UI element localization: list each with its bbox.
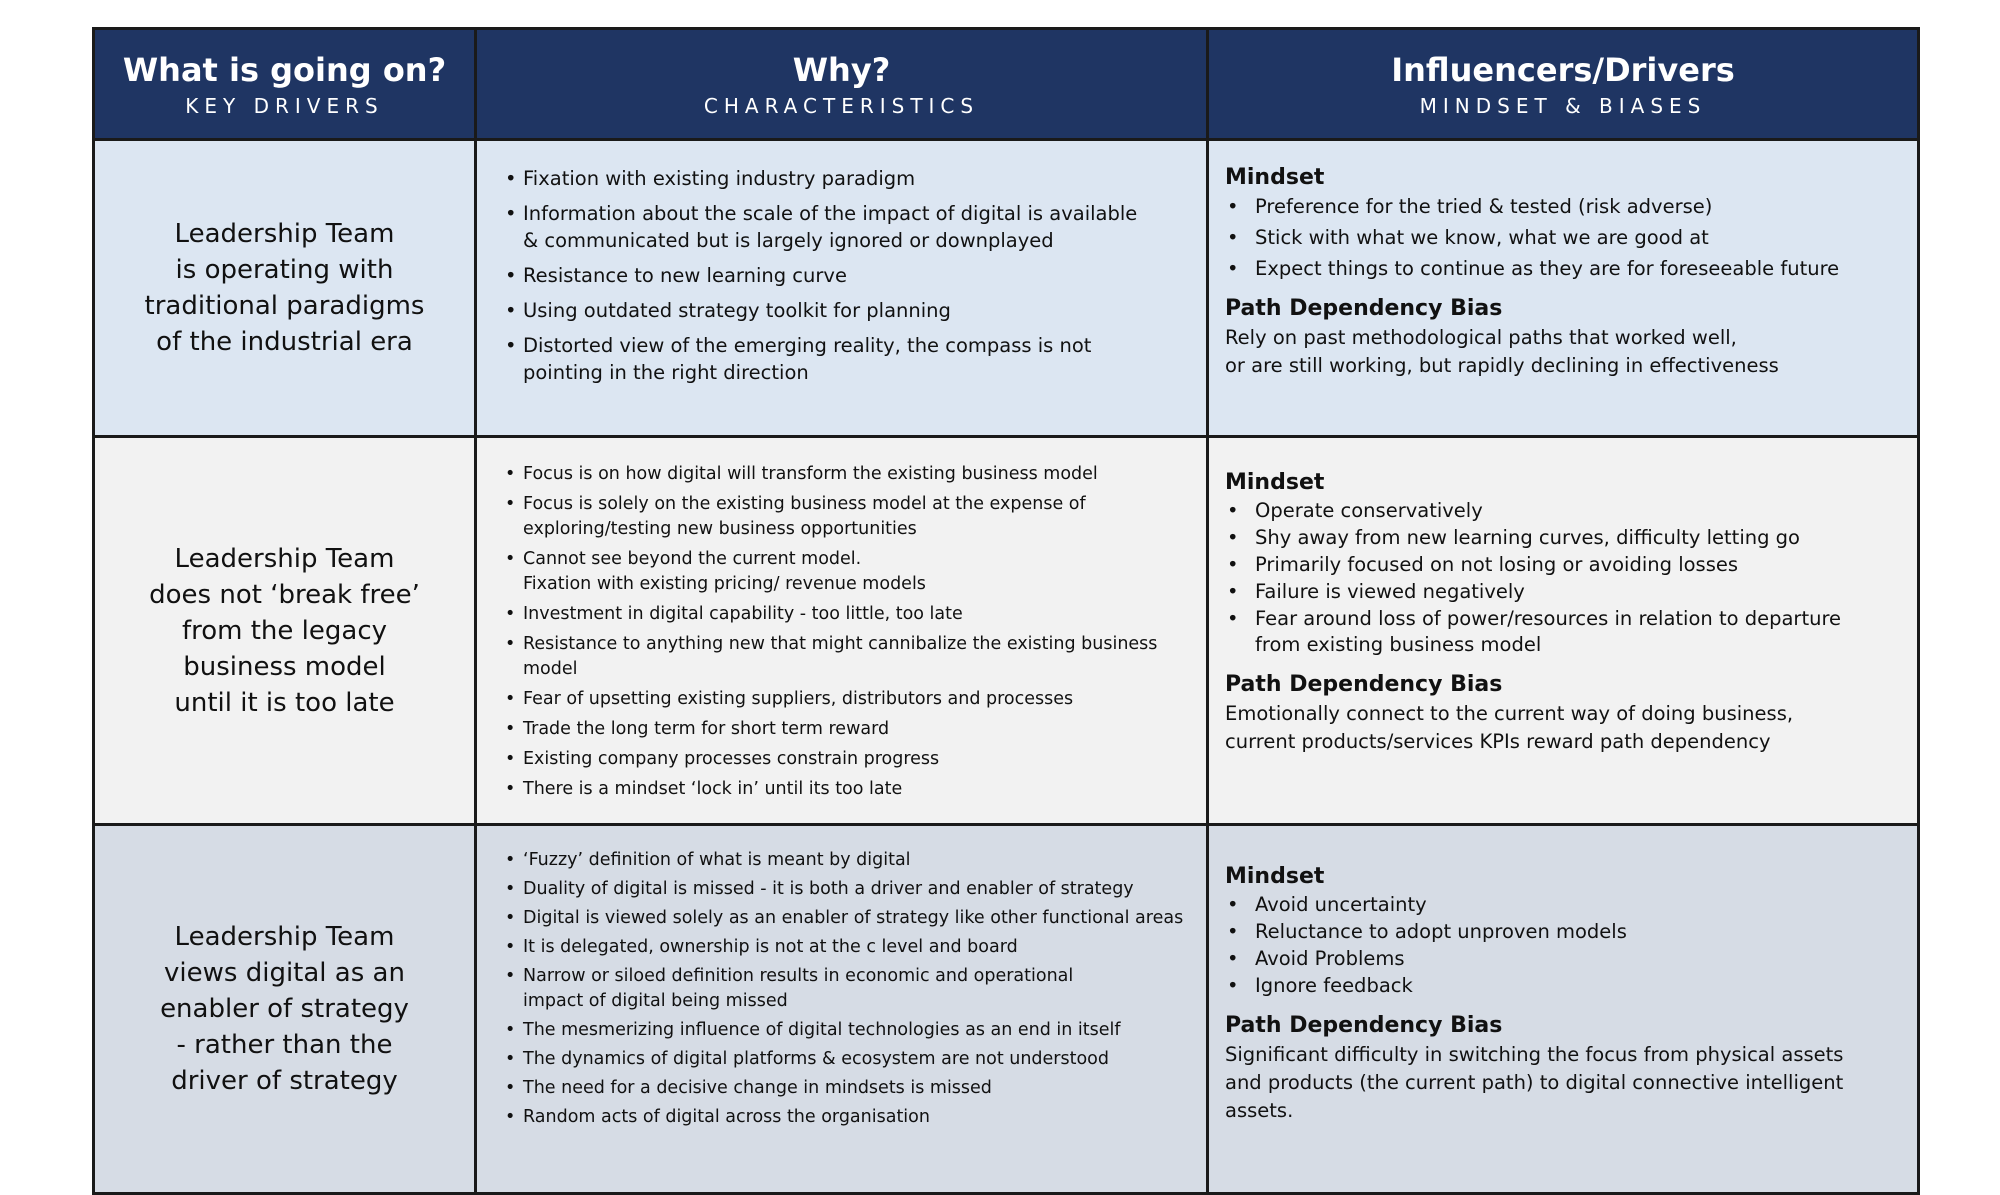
mindset-line: • Expect things to continue as they are for foreseeable future xyxy=(1255,257,1840,280)
characteristic-line: • ‘Fuzzy’ definition of what is meant by digital xyxy=(523,850,911,870)
mindset-line: • Ignore feedback xyxy=(1255,974,1413,997)
characteristic-line: Fixation with existing pricing/ revenue models xyxy=(523,574,926,594)
mindset-item xyxy=(1225,255,1901,282)
key-driver-cell xyxy=(94,825,476,1194)
mindset-list xyxy=(1225,193,1901,282)
characteristic-line: • The dynamics of digital platforms & ecosystem are not understood xyxy=(523,1049,1109,1069)
header-subtitle: MINDSET & BIASES xyxy=(1419,94,1707,118)
characteristic-item xyxy=(505,200,1192,254)
mindset-item xyxy=(1225,525,1901,551)
bias-line: Rely on past methodological paths that worked well, xyxy=(1225,326,1737,349)
characteristics-cell xyxy=(476,825,1208,1194)
characteristic-line: impact of digital being missed xyxy=(523,991,788,1011)
table-row xyxy=(94,437,1919,825)
mindset-list xyxy=(1225,498,1901,658)
characteristic-item xyxy=(505,297,1192,324)
mindset-line: • Failure is viewed negatively xyxy=(1255,580,1525,603)
mindset-line: • Avoid uncertainty xyxy=(1255,893,1427,916)
key-driver-line: is operating with xyxy=(175,255,394,285)
mindset-list xyxy=(1225,892,1901,999)
characteristics-cell xyxy=(476,437,1208,825)
characteristic-item xyxy=(505,492,1192,542)
mindset-item xyxy=(1225,606,1901,658)
header-row xyxy=(94,29,1919,140)
characteristic-item xyxy=(505,747,1192,772)
characteristic-line: • Distorted view of the emerging reality, the compass is not xyxy=(523,334,1092,357)
key-driver-line: Leadership Team xyxy=(174,543,395,574)
header-title: Influencers/Drivers xyxy=(1391,51,1735,89)
characteristic-line: • Focus is solely on the existing business model at the expense of xyxy=(523,494,1086,514)
characteristic-item xyxy=(505,547,1192,597)
bias-line: Emotionally connect to the current way of doing business, xyxy=(1225,702,1794,725)
header-col-mindset-biases xyxy=(1208,29,1919,140)
mindset-item xyxy=(1225,193,1901,220)
key-driver-line: of the industrial era xyxy=(156,327,413,357)
characteristic-line: & communicated but is largely ignored or downplayed xyxy=(523,229,1054,252)
mindset-line: • Reluctance to adopt unproven models xyxy=(1255,920,1627,943)
characteristic-item xyxy=(505,964,1192,1014)
mindset-line: • Primarily focused on not losing or avoiding losses xyxy=(1255,553,1739,576)
key-driver-line: traditional paradigms xyxy=(144,291,425,321)
bias-heading: Path Dependency Bias xyxy=(1225,1013,1503,1038)
key-driver-cell xyxy=(94,140,476,437)
characteristic-item xyxy=(505,1047,1192,1072)
key-driver-line: Leadership Team xyxy=(174,219,395,249)
key-driver-line: does not ‘break free’ xyxy=(149,579,420,610)
characteristic-item xyxy=(505,906,1192,931)
bias-heading: Path Dependency Bias xyxy=(1225,296,1503,321)
characteristic-item xyxy=(505,462,1192,487)
mindset-heading: Mindset xyxy=(1225,864,1325,889)
bias-line: and products (the current path) to digital connective intelligent assets. xyxy=(1225,1071,1844,1122)
mindset-item xyxy=(1225,552,1901,578)
mindset-bias-cell xyxy=(1208,437,1919,825)
header-title: Why? xyxy=(792,51,891,89)
key-driver-line: until it is too late xyxy=(174,687,395,718)
characteristic-item xyxy=(505,935,1192,960)
characteristic-item xyxy=(505,332,1192,386)
characteristic-item xyxy=(505,777,1192,802)
characteristic-item xyxy=(505,1076,1192,1101)
bias-text xyxy=(1225,700,1901,756)
mindset-item xyxy=(1225,498,1901,524)
bias-line: current products/services KPIs reward path dependency xyxy=(1225,730,1771,753)
mindset-bias-cell xyxy=(1208,825,1919,1194)
characteristics-list xyxy=(477,141,1206,386)
mindset-item xyxy=(1225,973,1901,999)
key-driver-line: driver of strategy xyxy=(171,1066,398,1096)
mindset-item xyxy=(1225,919,1901,945)
mindset-item xyxy=(1225,224,1901,251)
characteristic-line: pointing in the right direction xyxy=(523,361,809,384)
characteristic-line: • Resistance to anything new that might cannibalize the existing business model xyxy=(523,634,1158,679)
characteristic-line: • Resistance to new learning curve xyxy=(523,264,847,287)
characteristic-item xyxy=(505,687,1192,712)
characteristic-line: • Existing company processes constrain progress xyxy=(523,749,940,769)
characteristic-line: exploring/testing new business opportunities xyxy=(523,519,917,539)
bias-line: Significant difficulty in switching the focus from physical assets xyxy=(1225,1043,1844,1066)
mindset-item xyxy=(1225,946,1901,972)
mindset-line: • Preference for the tried & tested (risk adverse) xyxy=(1255,195,1713,218)
table-row xyxy=(94,140,1919,437)
header-col-key-drivers xyxy=(94,29,476,140)
characteristic-line: • Cannot see beyond the current model. xyxy=(523,549,862,569)
mindset-line: • Shy away from new learning curves, difficulty letting go xyxy=(1255,526,1800,549)
key-driver-line: views digital as an xyxy=(164,958,405,988)
characteristic-item xyxy=(505,262,1192,289)
characteristic-item xyxy=(505,1018,1192,1043)
bias-text xyxy=(1225,1041,1901,1125)
characteristic-line: • Trade the long term for short term reward xyxy=(523,719,890,739)
mindset-line: • Stick with what we know, what we are good at xyxy=(1255,226,1709,249)
characteristic-line: • The need for a decisive change in mindsets is missed xyxy=(523,1078,992,1098)
mindset-item xyxy=(1225,579,1901,605)
characteristic-line: • Using outdated strategy toolkit for planning xyxy=(523,299,951,322)
characteristic-item xyxy=(505,717,1192,742)
mindset-bias-cell xyxy=(1208,140,1919,437)
characteristic-item xyxy=(505,848,1192,873)
mindset-line: • Fear around loss of power/resources in relation to departure xyxy=(1255,607,1842,630)
characteristic-item xyxy=(505,877,1192,902)
bias-text xyxy=(1225,324,1901,380)
characteristic-line: • Information about the scale of the impact of digital is available xyxy=(523,202,1138,225)
characteristic-line: • Duality of digital is missed - it is both a driver and enabler of strategy xyxy=(523,879,1134,899)
key-driver-cell xyxy=(94,437,476,825)
mindset-line: • Avoid Problems xyxy=(1255,947,1405,970)
mindset-heading: Mindset xyxy=(1225,165,1325,190)
characteristic-line: • Digital is viewed solely as an enabler of strategy like other functional areas xyxy=(523,908,1184,928)
key-driver-line: business model xyxy=(183,651,386,682)
key-driver-line: enabler of strategy xyxy=(160,994,409,1024)
characteristic-item xyxy=(505,602,1192,627)
header-subtitle: KEY DRIVERS xyxy=(185,94,384,118)
characteristic-line: • Random acts of digital across the organisation xyxy=(523,1107,930,1127)
characteristic-item xyxy=(505,1105,1192,1130)
characteristics-list xyxy=(477,826,1206,1130)
header-col-characteristics xyxy=(476,29,1208,140)
key-driver-line: - rather than the xyxy=(176,1030,393,1060)
header-title: What is going on? xyxy=(122,51,447,89)
characteristic-line: • The mesmerizing influence of digital technologies as an end in itself xyxy=(523,1020,1121,1040)
characteristic-line: • Narrow or siloed definition results in economic and operational xyxy=(523,966,1074,986)
key-driver-line: from the legacy xyxy=(181,615,388,646)
characteristic-line: • It is delegated, ownership is not at the c level and board xyxy=(523,937,1018,957)
characteristics-cell xyxy=(476,140,1208,437)
characteristic-line: • Fixation with existing industry paradigm xyxy=(523,167,916,190)
drivers-matrix-table xyxy=(92,27,1920,1195)
bias-heading: Path Dependency Bias xyxy=(1225,672,1503,697)
characteristic-item xyxy=(505,165,1192,192)
header-subtitle: CHARACTERISTICS xyxy=(703,94,980,118)
mindset-heading: Mindset xyxy=(1225,470,1325,495)
table-row xyxy=(94,825,1919,1194)
characteristics-list xyxy=(477,438,1206,802)
characteristic-item xyxy=(505,632,1192,682)
mindset-item xyxy=(1225,892,1901,918)
characteristic-line: • There is a mindset ‘lock in’ until its too late xyxy=(523,779,903,799)
characteristic-line: • Focus is on how digital will transform the existing business model xyxy=(523,464,1098,484)
characteristic-line: • Investment in digital capability - too little, too late xyxy=(523,604,963,624)
mindset-line: • Operate conservatively xyxy=(1255,499,1483,522)
mindset-line: from existing business model xyxy=(1255,633,1542,656)
bias-line: or are still working, but rapidly declining in effectiveness xyxy=(1225,354,1779,377)
key-driver-line: Leadership Team xyxy=(174,922,395,952)
characteristic-line: • Fear of upsetting existing suppliers, distributors and processes xyxy=(523,689,1074,709)
